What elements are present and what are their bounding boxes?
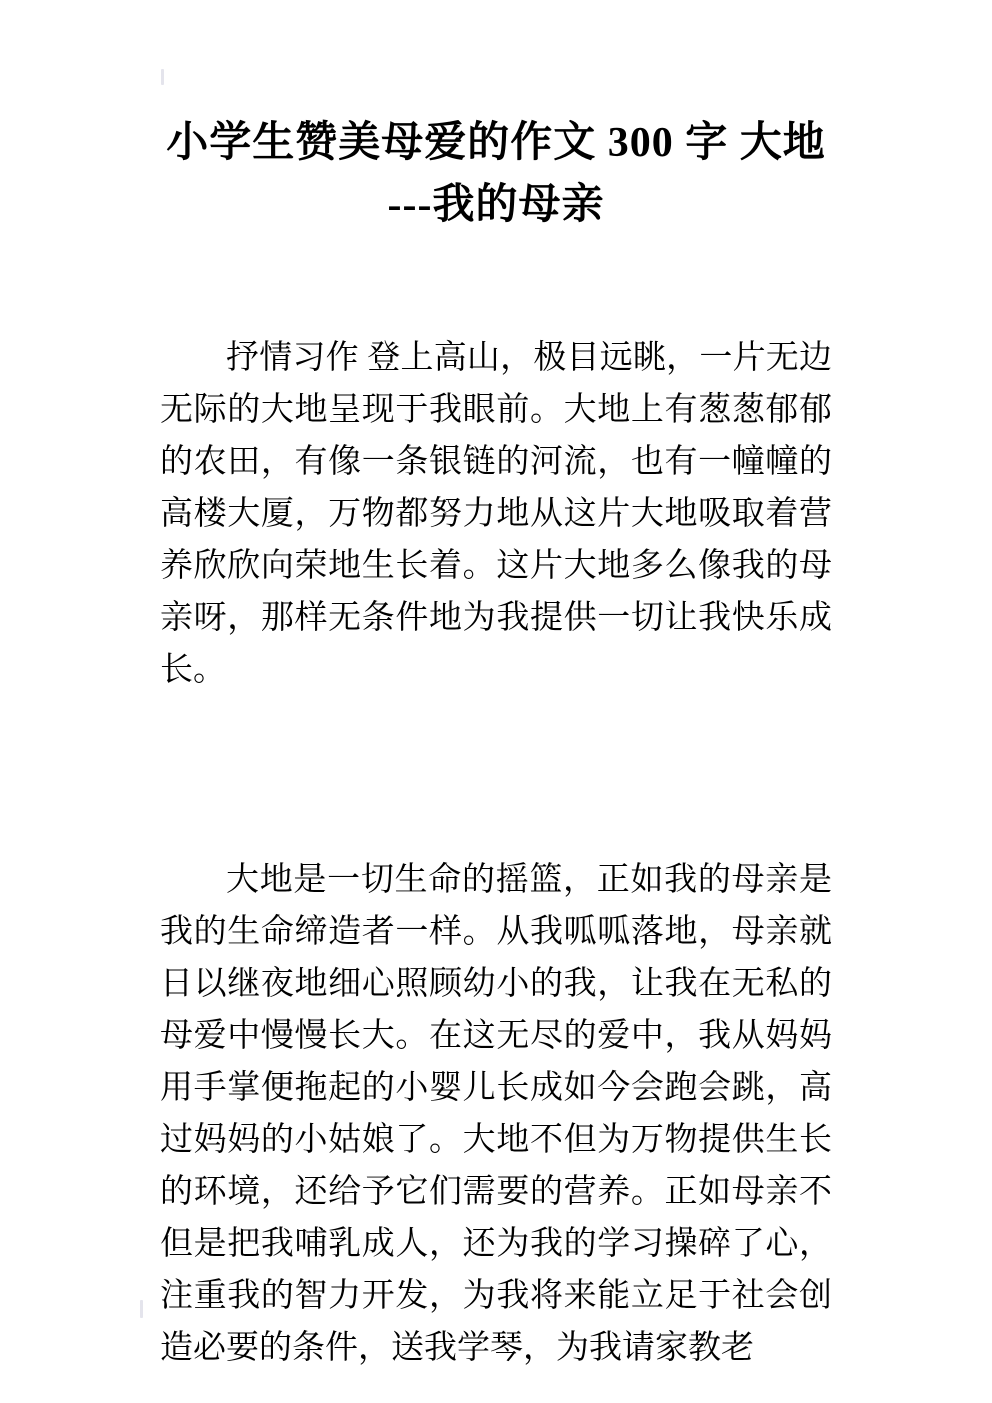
paragraph-2: 大地是一切生命的摇篮，正如我的母亲是我的生命缔造者一样。从我呱呱落地，母亲就日以继夜地细心照顾幼小的我，让我在无私的母爱中慢慢长大。在这无尽的爱中，我从妈妈用手掌便拖起的小婴儿长成如今会跑会跳，高过妈妈的小姑娘了。大地不但为万物提供生长的环境，还给予它们需要的营养。正如母亲不但是把我哺乳成人，还为我的学习操碎了心，注重我的智力开发，为我将来能立足于社会创造必要的条件，送我学琴，为我请家教老: [160, 862, 832, 1366]
title-line-2: ---我的母亲: [387, 182, 605, 228]
smudge-mark-bottom: [140, 1300, 143, 1318]
smudge-mark-top: [161, 69, 164, 85]
document-title: [90, 112, 902, 236]
document-body: [160, 332, 832, 1374]
title-line-1: 小学生赞美母爱的作文 300 字 大地: [166, 120, 826, 166]
paragraph-1: 抒情习作 登上高山，极目远眺，一片无边无际的大地呈现于我眼前。大地上有葱葱郁郁的农田，有像一条银链的河流，也有一幢幢的高楼大厦，万物都努力地从这片大地吸取着营养欣欣向荣地生长着。这片大地多么像我的母亲呀，那样无条件地为我提供一切让我快乐成长。: [160, 340, 832, 688]
